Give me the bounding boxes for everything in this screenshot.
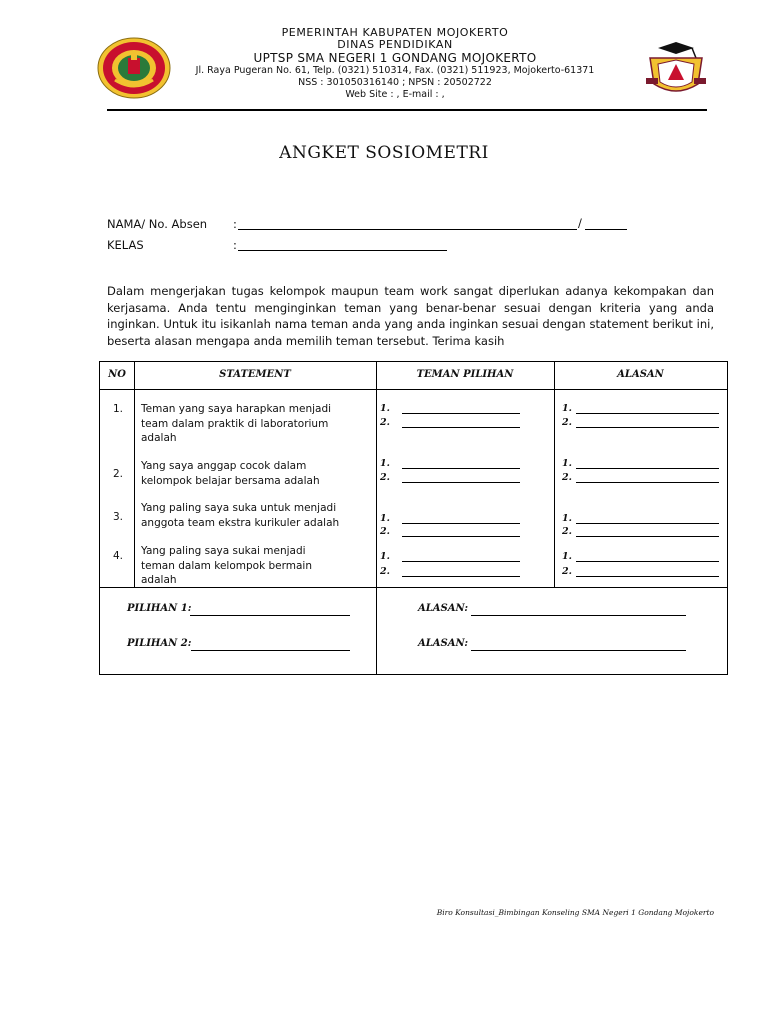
alasan-choice-1-label: 1.: [562, 551, 572, 562]
teman-choice-1-blank[interactable]: [402, 413, 520, 414]
teman-choice-2-label: 2.: [380, 526, 390, 537]
statement-text: Yang paling saya sukai menjadi teman dalam kelompok bermain adalah: [141, 545, 312, 586]
letterhead-department: DINAS PENDIDIKAN: [337, 38, 453, 51]
pilihan-1-label: PILIHAN 1:: [127, 603, 192, 614]
alasan-choice-2-blank[interactable]: [576, 576, 719, 577]
header-no: NO: [108, 369, 126, 380]
letterhead-government: PEMERINTAH KABUPATEN MOJOKERTO: [281, 26, 509, 39]
row-number: 4.: [113, 550, 124, 562]
letterhead-nss: NSS : 301050316140 ; NPSN : 20502722: [298, 77, 492, 88]
kelas-colon: :: [233, 238, 237, 252]
alasan-1-blank[interactable]: [471, 615, 686, 616]
alasan-choice-1-label: 1.: [562, 403, 572, 414]
teman-choice-2-blank[interactable]: [402, 482, 520, 483]
alasan-2-blank[interactable]: [471, 650, 686, 651]
col-divider-no: [134, 362, 135, 588]
absen-input-line[interactable]: [585, 229, 627, 230]
teman-choice-1-label: 1.: [380, 551, 390, 562]
teman-choice-1-blank[interactable]: [402, 561, 520, 562]
alasan-choice-2-blank[interactable]: [576, 427, 719, 428]
school-emblem-logo: [640, 40, 712, 100]
letterhead-web: Web Site : , E-mail : ,: [345, 89, 445, 100]
col-divider-statement: [376, 362, 377, 674]
alasan-choice-1-label: 1.: [562, 513, 572, 524]
alasan-choice-2-label: 2.: [562, 417, 572, 428]
page-footer: Biro Konsultasi_Bimbingan Konseling SMA Negeri 1 Gondang Mojokerto: [436, 908, 714, 917]
statement-text: Yang saya anggap cocok dalam kelompok belajar bersama adalah: [141, 460, 320, 487]
pilihan-2-label: PILIHAN 2:: [127, 638, 192, 649]
teman-choice-2-blank[interactable]: [402, 427, 520, 428]
header-alasan: ALASAN: [617, 369, 664, 380]
statement-text: Yang paling saya suka untuk menjadi anggota team ekstra kurikuler adalah: [141, 502, 340, 529]
statement-text: Teman yang saya harapkan menjadi team dalam praktik di laboratorium adalah: [141, 403, 332, 444]
teman-choice-2-label: 2.: [380, 472, 390, 483]
letterhead: [170, 27, 620, 101]
alasan-choice-1-blank[interactable]: [576, 523, 719, 524]
nama-label: NAMA/ No. Absen: [107, 217, 208, 231]
teman-choice-1-label: 1.: [380, 403, 390, 414]
pilihan-2-blank[interactable]: [191, 650, 350, 651]
alasan-choice-2-blank[interactable]: [576, 536, 719, 537]
teman-choice-1-blank[interactable]: [402, 523, 520, 524]
nama-field: [107, 217, 627, 233]
alasan-choice-1-blank[interactable]: [576, 413, 719, 414]
teman-choice-2-blank[interactable]: [402, 536, 520, 537]
kelas-field: [107, 238, 507, 254]
nama-colon: :: [233, 217, 237, 231]
teman-choice-1-label: 1.: [380, 513, 390, 524]
alasan-choice-1-label: 1.: [562, 458, 572, 469]
absen-slash: /: [578, 216, 582, 230]
alasan-choice-2-label: 2.: [562, 526, 572, 537]
teman-choice-2-label: 2.: [380, 417, 390, 428]
header-divider: [100, 389, 727, 390]
row-number: 2.: [113, 468, 124, 480]
header-teman-pilihan: TEMAN PILIHAN: [416, 369, 514, 380]
sociometry-table: [99, 361, 728, 675]
teman-choice-2-label: 2.: [380, 566, 390, 577]
teman-choice-2-blank[interactable]: [402, 576, 520, 577]
regency-shield-logo: [95, 36, 173, 100]
col-divider-teman: [554, 362, 555, 588]
alasan-choice-2-label: 2.: [562, 566, 572, 577]
nama-input-line[interactable]: [238, 229, 577, 230]
row-number: 3.: [113, 511, 124, 523]
alasan-2-label: ALASAN:: [418, 638, 469, 649]
alasan-choice-1-blank[interactable]: [576, 561, 719, 562]
row-number: 1.: [113, 403, 124, 415]
alasan-1-label: ALASAN:: [418, 603, 469, 614]
instruction-paragraph: Dalam mengerjakan tugas kelompok maupun team work sangat diperlukan adanya kekompakan dan kerjasama. Anda tentu menginginkan teman yang benar-benar sesuai dengan kriteria yang anda inginkan. Untuk itu isikanlah nama teman anda yang anda inginkan sesuai dengan statement berikut ini, beserta alasan mengapa anda memilih teman tersebut. Terima kasih: [107, 284, 714, 348]
kelas-input-line[interactable]: [238, 250, 447, 251]
letterhead-rule: [107, 109, 707, 111]
letterhead-school: UPTSP SMA NEGERI 1 GONDANG MOJOKERTO: [253, 51, 537, 65]
teman-choice-1-label: 1.: [380, 458, 390, 469]
alasan-choice-2-blank[interactable]: [576, 482, 719, 483]
teman-choice-1-blank[interactable]: [402, 468, 520, 469]
pilihan-1-blank[interactable]: [190, 615, 350, 616]
alasan-choice-2-label: 2.: [562, 472, 572, 483]
kelas-label: KELAS: [107, 238, 144, 252]
header-statement: STATEMENT: [219, 369, 291, 380]
document-title: ANGKET SOSIOMETRI: [279, 143, 489, 163]
letterhead-address: Jl. Raya Pugeran No. 61, Telp. (0321) 510314, Fax. (0321) 511923, Mojokerto-61371: [195, 65, 595, 76]
alasan-choice-1-blank[interactable]: [576, 468, 719, 469]
